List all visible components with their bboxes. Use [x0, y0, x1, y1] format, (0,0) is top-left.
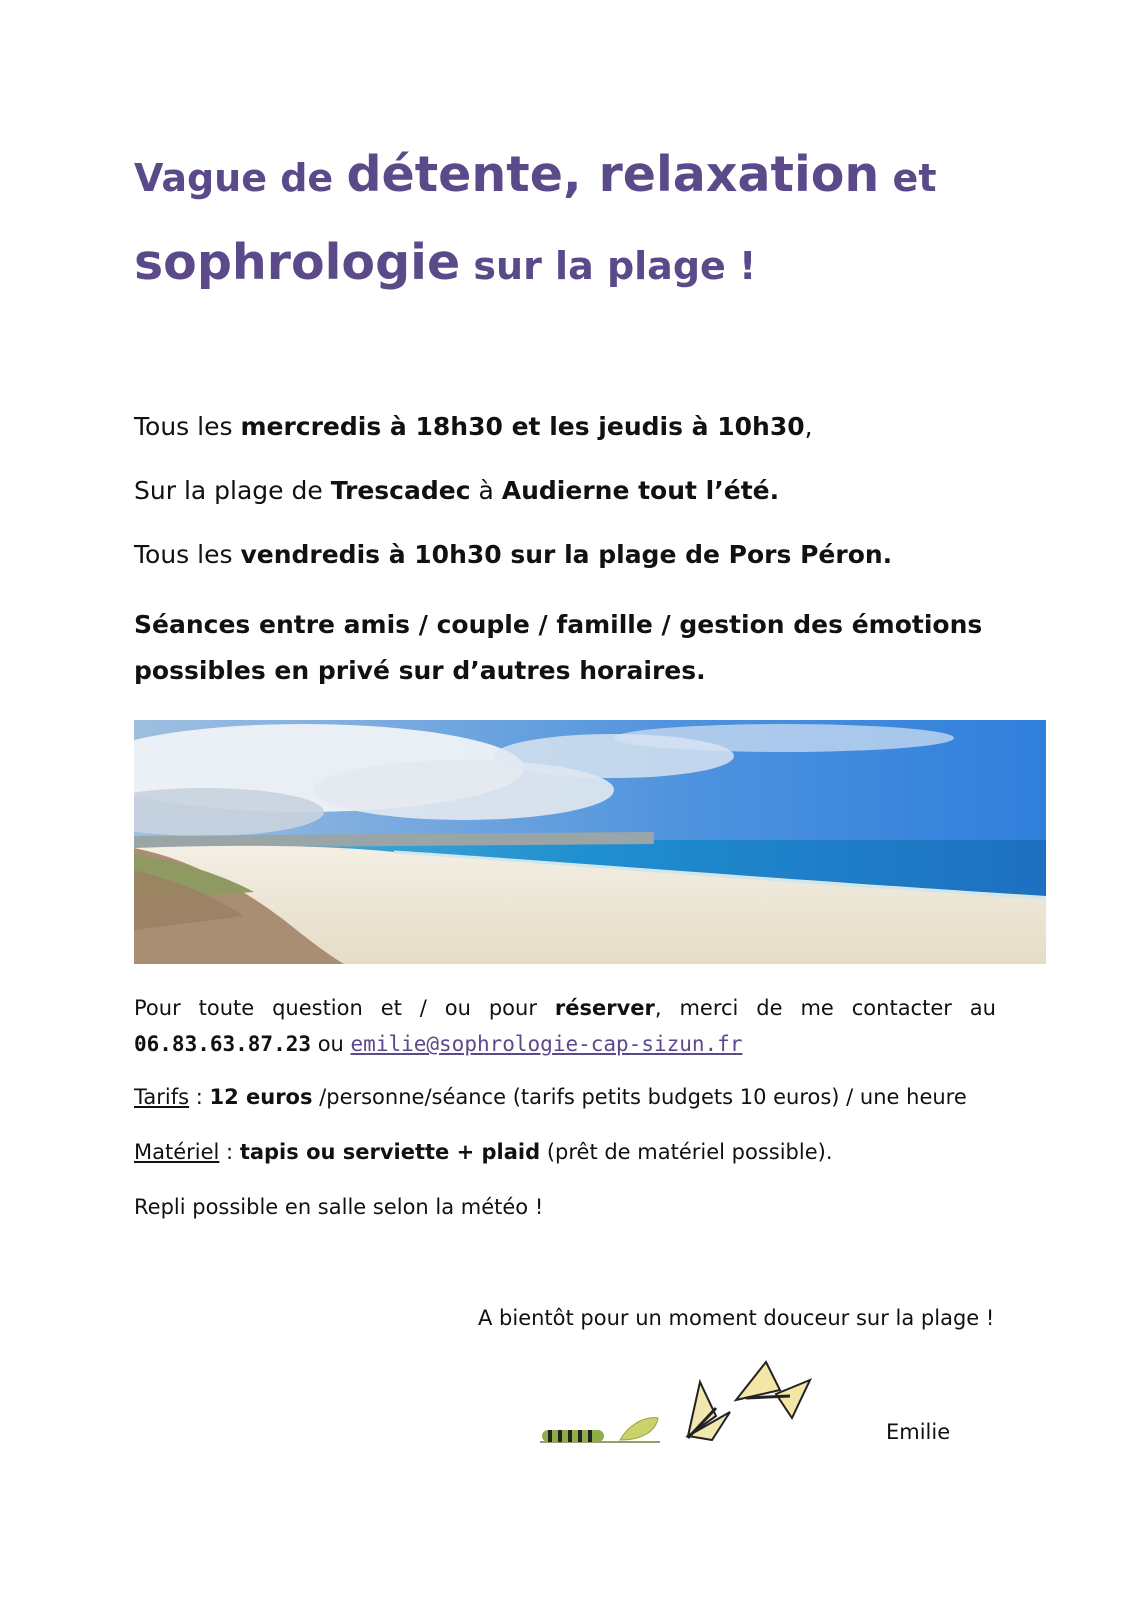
chrysalis-icon	[620, 1418, 658, 1440]
signature: Emilie	[886, 1420, 951, 1444]
contact-paragraph: Pour toute question et / ou pour réserver, merci de me contacter au 06.83.63.87.23 ou emilie@sophrologie-cap-sizun.fr	[134, 996, 996, 1056]
title-line-1: Vague de détente, relaxation et	[134, 146, 937, 203]
title-line-2: sophrologie sur la plage !	[134, 234, 757, 291]
butterfly-illustration	[540, 1360, 830, 1460]
schedule-wednesday-thursday: Tous les mercredis à 18h30 et les jeudis à 10h30,	[134, 412, 813, 441]
flyer-title	[134, 140, 1034, 303]
private-sessions: Séances entre amis / couple / famille / gestion des émotions possibles en privé sur d’autres horaires.	[134, 610, 983, 685]
beach-photo	[134, 720, 1046, 964]
flying-butterfly-icon	[736, 1362, 810, 1418]
closing-line: A bientôt pour un moment douceur sur la plage !	[478, 1306, 995, 1330]
butterfly-icon	[688, 1382, 730, 1440]
materiel-line: Matériel : tapis ou serviette + plaid (prêt de matériel possible).	[134, 1140, 833, 1164]
schedule-friday: Tous les vendredis à 10h30 sur la plage de Pors Péron.	[134, 540, 893, 569]
repli-line: Repli possible en salle selon la météo !	[134, 1195, 544, 1219]
tarifs-line: Tarifs : 12 euros /personne/séance (tarifs petits budgets 10 euros) / une heure	[134, 1085, 967, 1109]
email-link[interactable]: emilie@sophrologie-cap-sizun.fr	[350, 1032, 743, 1056]
phone-number: 06.83.63.87.23	[134, 1032, 312, 1056]
schedule-location-trescadec: Sur la plage de Trescadec à Audierne tout l’été.	[134, 476, 780, 505]
